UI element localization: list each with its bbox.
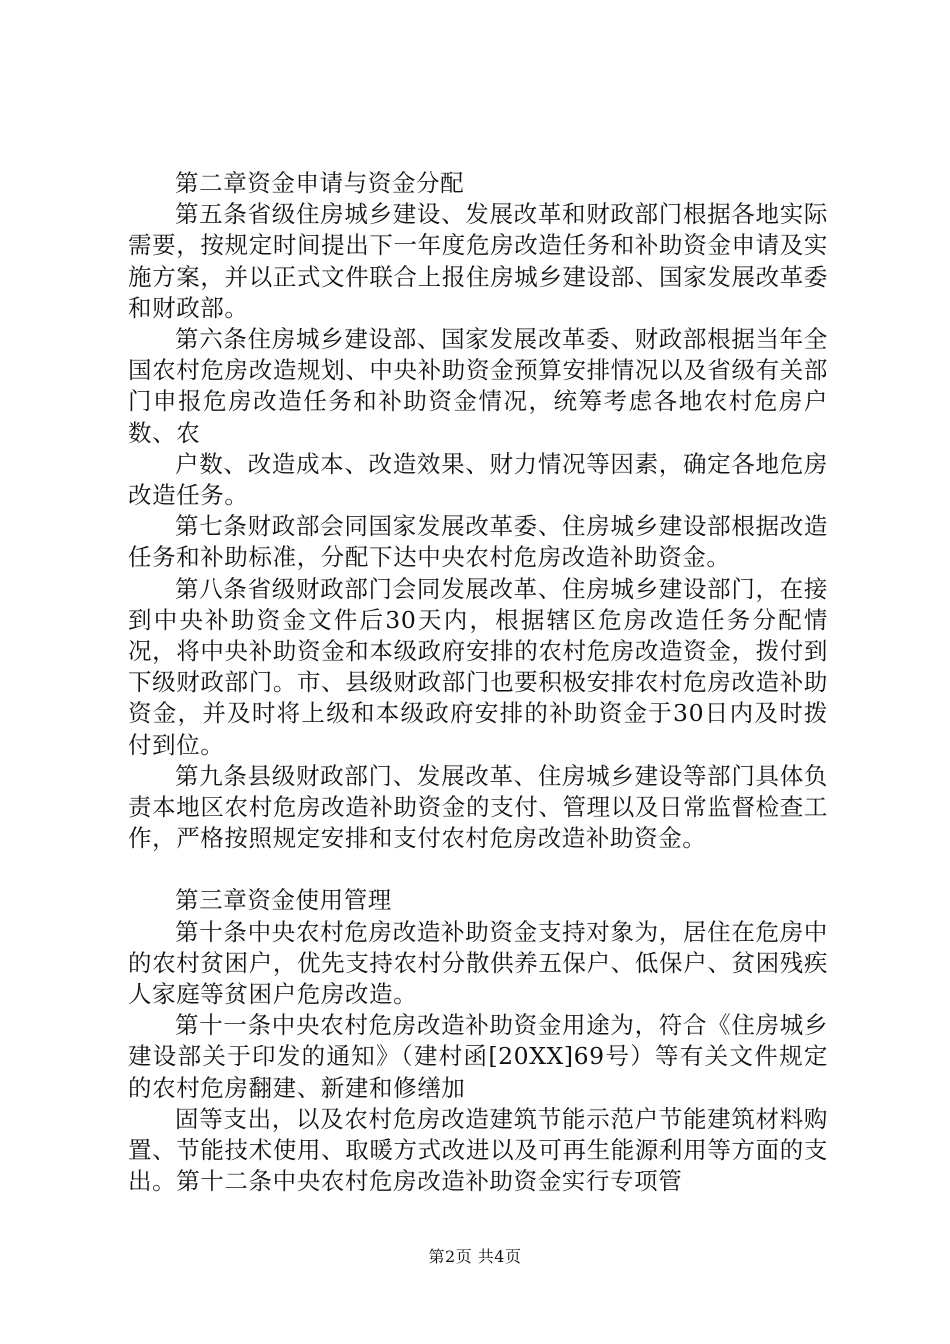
article-11-paragraph: 第十一条中央农村危房改造补助资金用途为，符合《住房城乡建设部关于印发的通知》（建村函[20XX]69号）等有关文件规定的农村危房翻建、新建和修缮加 [128,1011,828,1102]
article-6-paragraph: 第六条住房城乡建设部、国家发展改革委、财政部根据当年全国农村危房改造规划、中央补助资金预算安排情况以及省级有关部门申报危房改造任务和补助资金情况，统筹考虑各地农村危房户数、农 [128,325,828,447]
article-11-continued-paragraph: 固等支出，以及农村危房改造建筑节能示范户节能建筑材料购置、节能技术使用、取暖方式改进以及可再生能源利用等方面的支出。第十二条中央农村危房改造补助资金实行专项管 [128,1104,828,1196]
chapter-2-heading: 第二章资金申请与资金分配 [175,169,465,197]
article-7-paragraph: 第七条财政部会同国家发展改革委、住房城乡建设部根据改造任务和补助标准，分配下达中央农村危房改造补助资金。 [128,512,828,572]
article-6-continued-paragraph: 户数、改造成本、改造效果、财力情况等因素，确定各地危房改造任务。 [128,449,828,510]
article-9-paragraph: 第九条县级财政部门、发展改革、住房城乡建设等部门具体负责本地区农村危房改造补助资金的支付、管理以及日常监督检查工作，严格按照规定安排和支付农村危房改造补助资金。 [128,761,828,853]
document-body [128,168,828,1198]
article-10-paragraph: 第十条中央农村危房改造补助资金支持对象为，居住在危房中的农村贫困户，优先支持农村分散供养五保户、低保户、贫困残疾人家庭等贫困户危房改造。 [128,917,828,1009]
page-number-footer: 第2页 共4页 [428,1247,522,1266]
chapter-3-heading: 第三章资金使用管理 [175,886,392,915]
article-5-paragraph: 第五条省级住房城乡建设、发展改革和财政部门根据各地实际需要，按规定时间提出下一年度危房改造任务和补助资金申请及实施方案，并以正式文件联合上报住房城乡建设部、国家发展改革委和财政部。 [128,200,828,322]
article-8-paragraph: 第八条省级财政部门会同发展改革、住房城乡建设部门，在接到中央补助资金文件后30天内，根据辖区危房改造任务分配情况，将中央补助资金和本级政府安排的农村危房改造资金，拨付到下级财政部门。市、县级财政部门也要积极安排农村危房改造补助资金，并及时将上级和本级政府安排的补助资金于30日内及时拨付到位。 [128,574,828,759]
section-spacer [128,854,828,885]
